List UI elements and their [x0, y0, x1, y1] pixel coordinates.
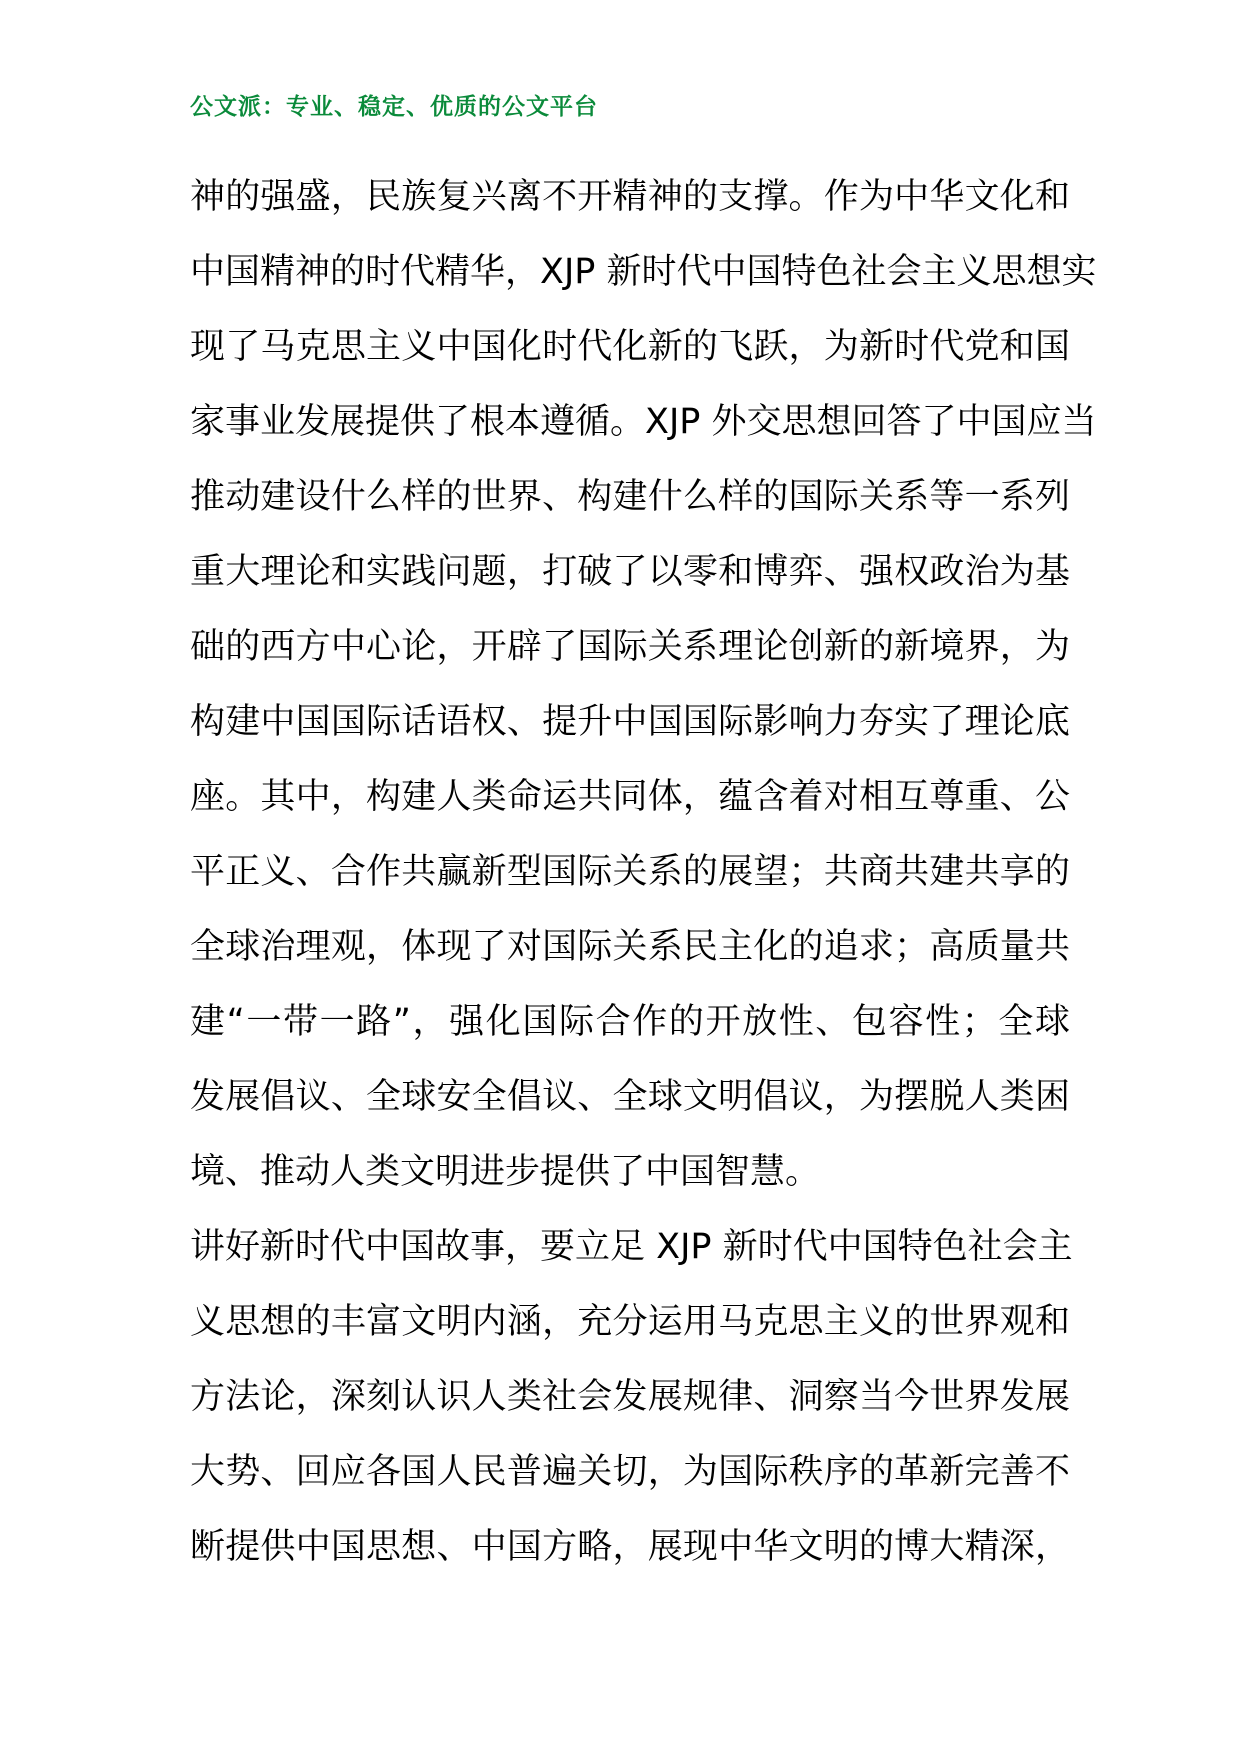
text-line: 全球治理观，体现了对国际关系民主化的追求；高质量共	[190, 927, 1070, 967]
text-line: 构建中国国际话语权、提升中国国际影响力夯实了理论底	[190, 702, 1070, 742]
text-line: 重大理论和实践问题，打破了以零和博弈、强权政治为基	[190, 552, 1070, 592]
text-line: 中国精神的时代精华，XJP 新时代中国特色社会主义思想实	[190, 252, 1097, 292]
text-line: 推动建设什么样的世界、构建什么样的国际关系等一系列	[190, 477, 1070, 517]
text-line: 家事业发展提供了根本遵循。XJP 外交思想回答了中国应当	[190, 402, 1097, 442]
text-line: 方法论，深刻认识人类社会发展规律、洞察当今世界发展	[190, 1377, 1070, 1417]
text-line: 断提供中国思想、中国方略，展现中华文明的博大精深，	[190, 1527, 1070, 1567]
paragraph-1	[190, 160, 1097, 1210]
text-line: 础的西方中心论，开辟了国际关系理论创新的新境界，为	[190, 627, 1070, 667]
document-body	[190, 160, 1097, 1585]
paragraph-2	[190, 1210, 1073, 1585]
text-line: 讲好新时代中国故事，要立足 XJP 新时代中国特色社会主	[190, 1227, 1073, 1267]
text-line: 座。其中，构建人类命运共同体，蕴含着对相互尊重、公	[190, 777, 1070, 817]
text-line: 现了马克思主义中国化时代化新的飞跃，为新时代党和国	[190, 327, 1070, 367]
text-line: 义思想的丰富文明内涵，充分运用马克思主义的世界观和	[190, 1302, 1070, 1342]
text-line: 境、推动人类文明进步提供了中国智慧。	[190, 1152, 821, 1192]
text-line: 发展倡议、全球安全倡议、全球文明倡议，为摆脱人类困	[190, 1077, 1070, 1117]
document-header-brand: 公文派：专业、稳定、优质的公文平台	[190, 94, 598, 120]
text-line: 平正义、合作共赢新型国际关系的展望；共商共建共享的	[190, 852, 1070, 892]
text-line: 大势、回应各国人民普遍关切，为国际秩序的革新完善不	[190, 1452, 1070, 1492]
text-line: 建“一带一路”，强化国际合作的开放性、包容性；全球	[190, 1002, 1070, 1042]
text-line: 神的强盛，民族复兴离不开精神的支撑。作为中华文化和	[190, 177, 1070, 217]
